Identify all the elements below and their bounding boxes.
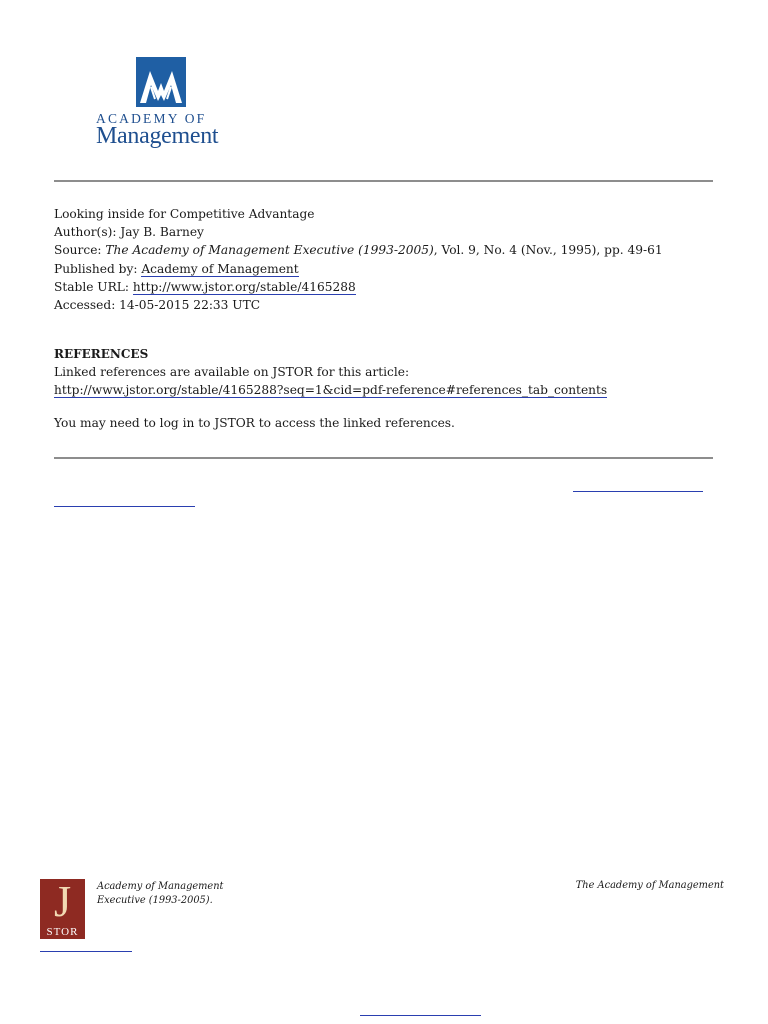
empty-link-underline[interactable] (54, 506, 195, 507)
jstor-logo-text: STOR (46, 926, 79, 938)
source-journal: The Academy of Management Executive (1993-2005) (105, 243, 434, 258)
stable-url-link[interactable]: http://www.jstor.org/stable/4165288 (132, 279, 356, 294)
accessed-line: Accessed: 14-05-2015 22:33 UTC (54, 298, 261, 313)
jstor-logo-letter: J (53, 877, 72, 926)
stable-url-line (54, 278, 663, 296)
logo-text-academy-of: ACADEMY OF (96, 111, 207, 126)
references-heading: REFERENCES (54, 347, 149, 361)
jstor-link-underline[interactable] (40, 951, 132, 952)
publisher-link[interactable]: Academy of Management (141, 261, 299, 276)
logo-text-management: Management (96, 123, 219, 149)
jstor-logo (40, 879, 85, 939)
empty-link-underline[interactable] (360, 1015, 481, 1016)
academy-logo-mark-icon (136, 57, 186, 107)
bottom-divider (54, 457, 713, 459)
top-divider (54, 180, 713, 182)
article-title: Looking inside for Competitive Advantage (54, 207, 315, 221)
authors-label: Author(s): (54, 225, 117, 240)
footer-left-line2: Executive (1993-2005). (97, 895, 213, 906)
publisher-line (54, 260, 663, 278)
authors-line (54, 223, 663, 241)
article-metadata (54, 205, 663, 314)
source-line (54, 241, 663, 259)
source-label: Source: (54, 243, 102, 258)
login-note: You may need to log in to JSTOR to access the linked references. (54, 416, 455, 430)
references-link[interactable]: http://www.jstor.org/stable/4165288?seq=1&cid=pdf-reference#references_tab_contents (54, 383, 608, 398)
footer-collaboration-text (97, 880, 223, 908)
stable-url-label: Stable URL: (54, 279, 129, 294)
empty-link-underline[interactable] (573, 491, 703, 492)
references-section (54, 345, 607, 400)
source-details: , Vol. 9, No. 4 (Nov., 1995), pp. 49-61 (433, 243, 663, 258)
publisher-label: Published by: (54, 261, 138, 276)
footer-left-line1: Academy of Management (97, 881, 224, 892)
academy-of-management-logo (96, 57, 236, 157)
footer-publisher: The Academy of Management (575, 880, 724, 891)
authors-value: Jay B. Barney (120, 225, 204, 240)
references-text: Linked references are available on JSTOR for this article: (54, 365, 410, 380)
